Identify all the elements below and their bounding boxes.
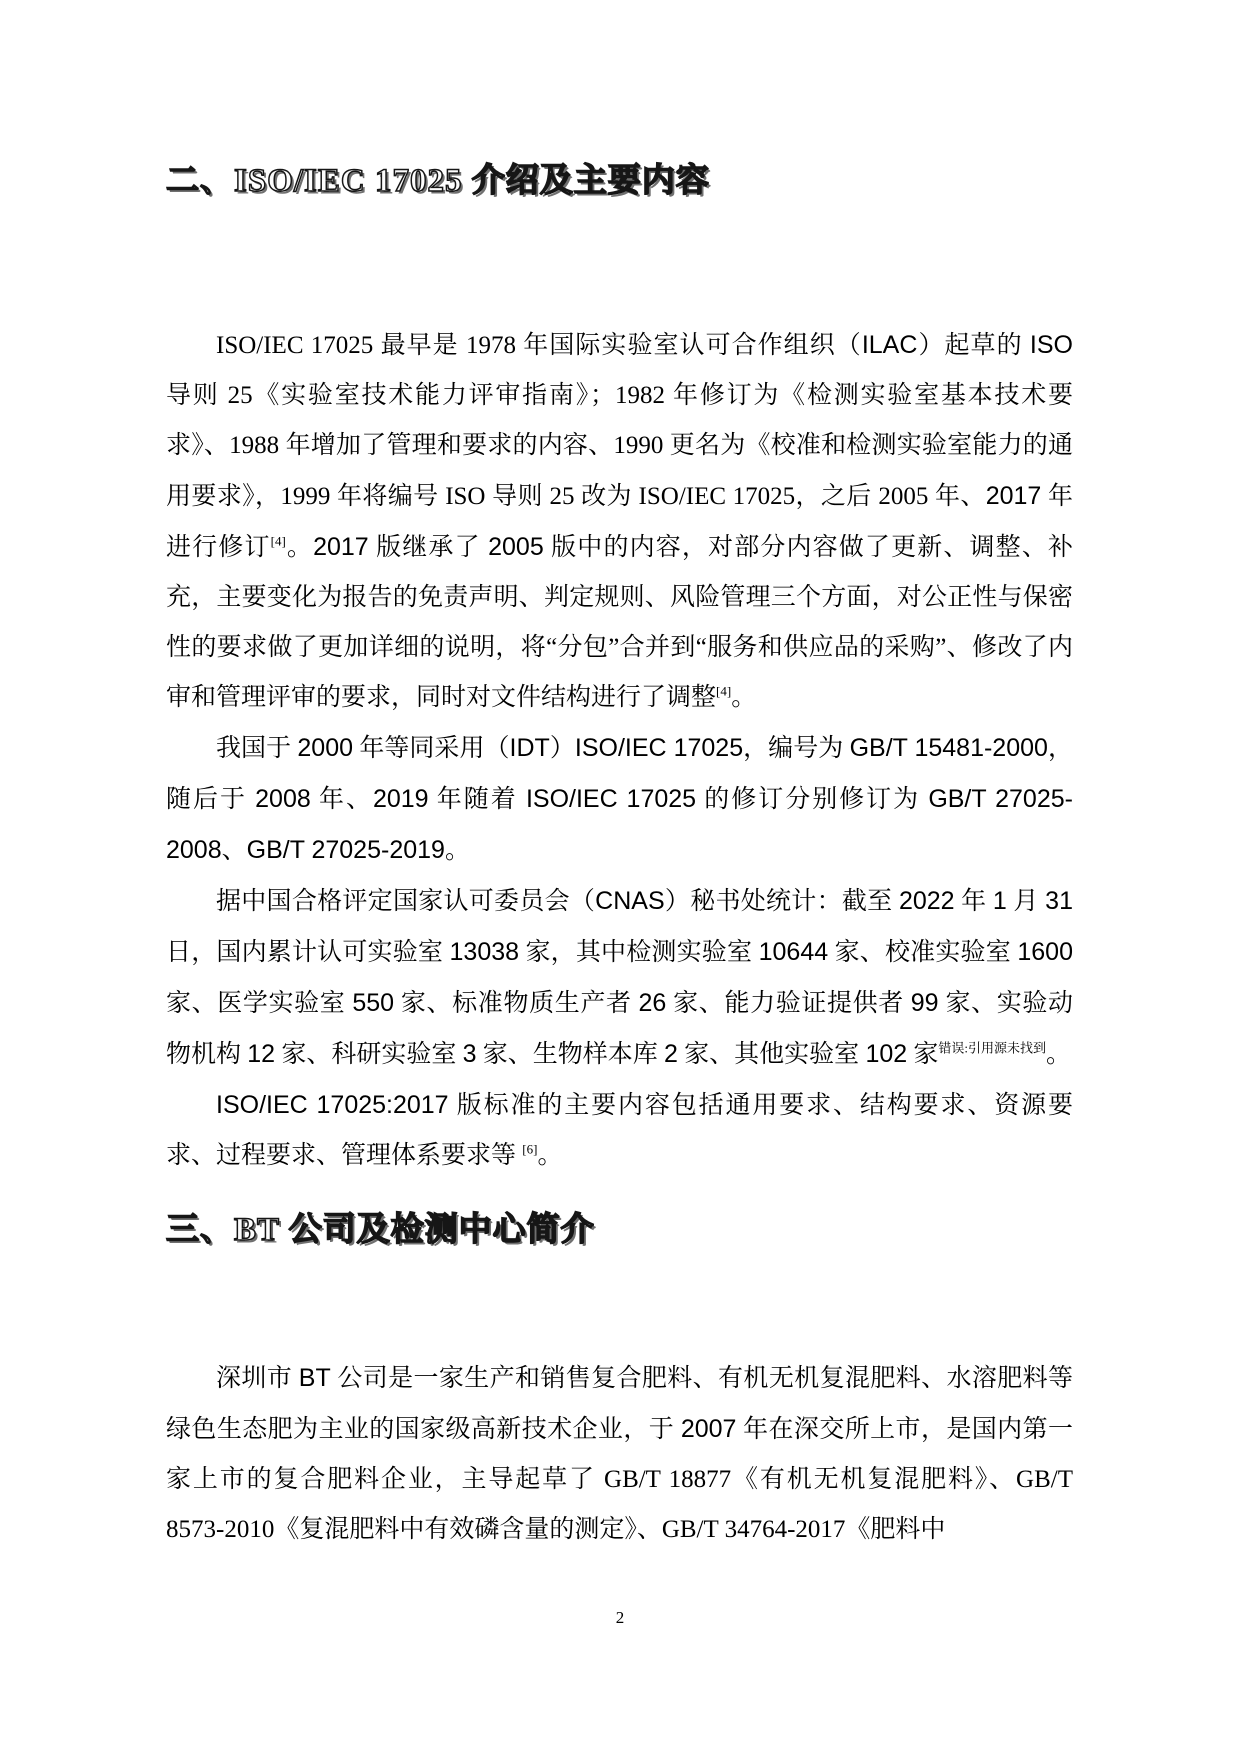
text-run: 1 [992, 887, 1007, 915]
paragraph-2017-main-content [166, 1080, 1073, 1181]
text-run: ）秘书处统计：截至 [664, 888, 899, 915]
text-run: 。 [444, 837, 470, 864]
paragraph-iso-history [166, 320, 1073, 723]
text-run: 26 [638, 989, 667, 1017]
text-run: 。 [285, 534, 314, 561]
superscript-reference: [6] [522, 1141, 538, 1157]
text-run: 年在深交所上市，是国内第一家上市的复合肥料企业，主导起草了 GB/T 18877《有机无机复混肥料》、GB/T 8573-2010《复混肥料中有效磷含量的测定》、GB/T 34764-2017《肥料中 [166, 1416, 1073, 1543]
text-run: 我国于 [216, 735, 298, 762]
text-run: ，编号为 [743, 735, 850, 762]
text-run: ISO/IEC 17025 最早是 1978 年国际实验室认可合作组织（ [216, 332, 862, 359]
text-run: 深圳市 [216, 1365, 299, 1392]
heading-iso-iec-17025-intro [166, 158, 1073, 204]
text-run: 3 [462, 1040, 477, 1068]
document-content [166, 158, 1073, 1555]
text-run: 日，国内累计认可实验室 [166, 939, 450, 966]
text-run: 10644 [758, 938, 829, 966]
text-run: ILAC [861, 331, 918, 359]
text-run: 家，其中检测实验室 [519, 939, 759, 966]
text-run: ） [549, 735, 575, 762]
text-run: 99 [910, 989, 939, 1017]
text-run: 、 [221, 837, 247, 864]
text-run: 年、 [310, 786, 373, 813]
text-run: 家、生物样本库 [476, 1041, 665, 1068]
text-run: 家、医学实验室 [166, 990, 353, 1017]
text-run: 家、校准实验室 [828, 939, 1018, 966]
text-run: 2005 [488, 533, 544, 561]
text-run: 1600 [1017, 938, 1073, 966]
text-run: 2017 [313, 533, 369, 561]
text-run: 公司是一家生产和销售复合肥料、有机无机复混肥料、水溶肥料等绿色生态肥为主业的国家级高新技术企业，于 [166, 1365, 1073, 1443]
text-run: 年进行修订 [166, 483, 1073, 561]
text-run: 2022 [898, 887, 955, 915]
text-run: 2017 [985, 482, 1042, 510]
text-run: 13038 [449, 938, 520, 966]
text-run: 。 [1046, 1041, 1072, 1068]
text-run: 导则 25《实验室技术能力评审指南》；1982 年修订为《检测实验室基本技术要求》、1988 年增加了管理和要求的内容、1990 更名为《校准和检测实验室能力的通用要求》，1999 年将编号 ISO 导则 25 改为 ISO/IEC 17025，之后 2005 年、 [166, 382, 1073, 510]
text-run: 年等同采用（ [353, 735, 510, 762]
text-run: 2000 [297, 734, 354, 762]
superscript-reference: [4] [270, 533, 286, 549]
text-run: 版继承了 [368, 534, 489, 561]
text-run: 年 [954, 888, 993, 915]
text-run: 月 [1006, 888, 1046, 915]
text-run: 2008 [255, 785, 311, 813]
text-run: 家 [907, 1041, 939, 1068]
superscript-reference: [4] [716, 683, 732, 699]
text-run: ，随后于 [166, 735, 1073, 813]
page-number: 2 [615, 1608, 625, 1627]
text-run: 的修订分别修订为 [696, 786, 929, 813]
text-run: IDT [509, 734, 550, 762]
paragraph-china-adoption [166, 723, 1073, 876]
paragraph-bt-company [166, 1353, 1073, 1555]
text-run: 版标准的主要内容包括通用要求、结构要求、资源要求、过程要求、管理体系要求等 [166, 1092, 1073, 1169]
text-run: BT [298, 1364, 331, 1392]
heading-bt-company-intro [166, 1207, 1073, 1253]
text-run: 家、其他实验室 [677, 1041, 866, 1068]
text-run: 2 [664, 1040, 678, 1068]
text-run: 12 [247, 1040, 276, 1068]
text-run: 31 [1045, 887, 1073, 915]
text-run: GB/T 15481-2000 [849, 734, 1048, 762]
text-run: 二、ISO/IEC 17025 介绍及主要内容 [166, 163, 710, 199]
text-run: ）起草的 [917, 332, 1030, 359]
text-run: 三、BT 公司及检测中心简介 [166, 1212, 595, 1248]
text-run: 据中国合格评定国家认可委员会（ [216, 888, 596, 915]
text-run: GB/T 27025-2008 [166, 785, 1073, 864]
superscript-reference: 错误:引用源未找到 [938, 1040, 1047, 1056]
text-run: 版中的内容，对部分内容做了更新、调整、补充，主要变化为报告的免责声明、判定规则、风险管理三个方面，对公正性与保密性的要求做了更加详细的说明，将“分包”合并到“服务和供应品的采购”、修改了内审和管理评审的要求，同时对文件结构进行了调整 [166, 534, 1073, 711]
text-run: 2007 [680, 1415, 737, 1443]
text-run: ISO/IEC 17025:2017 [216, 1091, 449, 1119]
text-run: 2019 [372, 785, 429, 813]
text-run: 家、标准物质生产者 [394, 990, 639, 1017]
text-run: CNAS [595, 887, 665, 915]
text-run: 家、科研实验室 [275, 1041, 463, 1068]
text-run: 家、实验动物机构 [166, 990, 1073, 1068]
text-run: 102 [865, 1040, 908, 1068]
text-run: 。 [537, 1142, 563, 1169]
text-run: 家、能力验证提供者 [666, 990, 911, 1017]
text-run: 年随着 [428, 786, 526, 813]
text-run: 550 [352, 989, 395, 1017]
paragraph-cnas-statistics [166, 876, 1073, 1080]
text-run: ISO/IEC 17025 [574, 734, 744, 762]
text-run: 。 [731, 684, 757, 711]
text-run: GB/T 27025-2019 [246, 836, 445, 864]
text-run: ISO [1029, 331, 1073, 359]
text-run: ISO/IEC 17025 [525, 785, 697, 813]
